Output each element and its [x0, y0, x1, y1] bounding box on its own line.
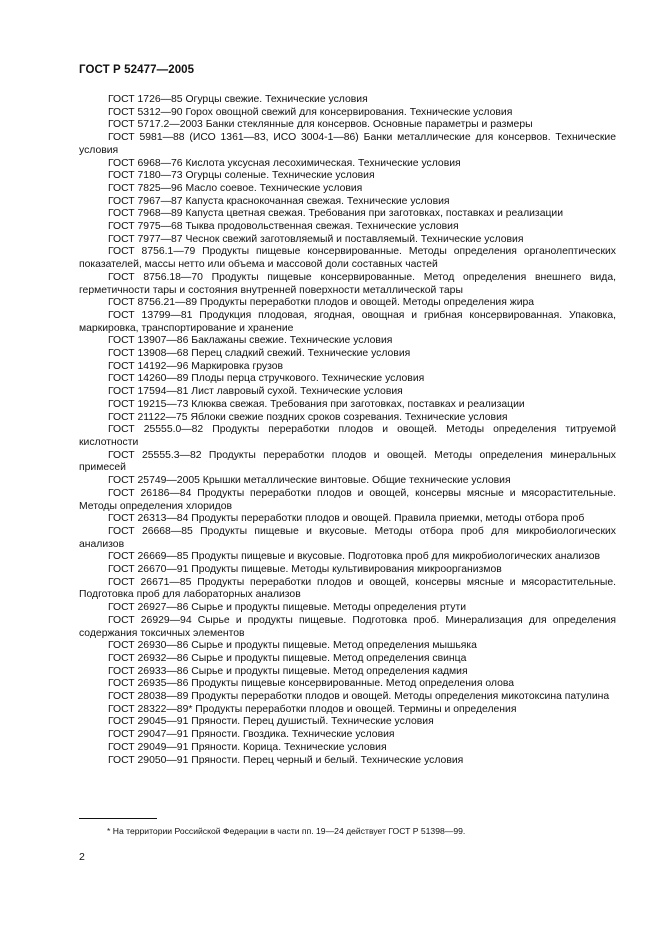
- page-header-title: ГОСТ Р 52477—2005: [79, 64, 195, 76]
- reference-item: ГОСТ 17594—81 Лист лавровый сухой. Технические условия: [108, 386, 403, 398]
- reference-item: ГОСТ 13908—68 Перец сладкий свежий. Технические условия: [108, 348, 411, 360]
- reference-item: ГОСТ 29045—91 Пряности. Перец душистый. Технические условия: [108, 716, 434, 728]
- reference-item: ГОСТ 5312—90 Горох овощной свежий для консервирования. Технические условия: [108, 106, 513, 118]
- reference-item: ГОСТ 26929—94 Сырье и продукты пищевые. Подготовка проб. Минерализация для определения содержания токсичных элементов: [79, 614, 616, 639]
- reference-item: ГОСТ 8756.18—70 Продукты пищевые консервированные. Метод определения внешнего вида, герметичности тары и состояния внутренней поверхности металлической тары: [79, 271, 616, 296]
- reference-item: ГОСТ 8756.21—89 Продукты переработки плодов и овощей. Методы определения жира: [108, 297, 535, 309]
- reference-item: ГОСТ 7977—87 Чеснок свежий заготовляемый и поставляемый. Технические условия: [108, 233, 524, 245]
- reference-item: ГОСТ 26930—86 Сырье и продукты пищевые. Метод определения мышьяка: [108, 640, 477, 652]
- reference-item: ГОСТ 29050—91 Пряности. Перец черный и белый. Технические условия: [108, 754, 464, 766]
- reference-item: ГОСТ 5981—88 (ИСО 1361—83, ИСО 3004-1—86) Банки металлические для консервов. Технические условия: [79, 132, 616, 156]
- reference-item: ГОСТ 13799—81 Продукция плодовая, ягодная, овощная и грибная консервированная. Упаковка, маркировка, транспортирование и хранение: [79, 309, 616, 334]
- reference-item: ГОСТ 7967—87 Капуста краснокочанная свежая. Технические условия: [108, 195, 450, 207]
- reference-item: ГОСТ 13907—86 Баклажаны свежие. Технические условия: [108, 335, 393, 347]
- reference-item: ГОСТ 7975—68 Тыква продовольственная свежая. Технические условия: [108, 221, 459, 233]
- reference-item: ГОСТ 26933—86 Сырье и продукты пищевые. Метод определения кадмия: [108, 665, 468, 677]
- reference-item: ГОСТ 6968—76 Кислота уксусная лесохимическая. Технические условия: [108, 157, 461, 169]
- reference-item: ГОСТ 29047—91 Пряности. Гвоздика. Технические условия: [108, 729, 395, 741]
- reference-item: ГОСТ 8756.1—79 Продукты пищевые консервированные. Методы определения органолептических показателей, массы нетто или объема и массовой доли составных частей: [79, 246, 616, 271]
- reference-item: ГОСТ 26671—85 Продукты переработки плодов и овощей, консервы мясные и мясорастительные. Подготовка проб для лабораторных анализов: [79, 576, 616, 601]
- reference-item: ГОСТ 26186—84 Продукты переработки плодов и овощей, консервы мясные и мясорастительные. Методы определения хлоридов: [79, 487, 616, 512]
- reference-item: ГОСТ 28038—89 Продукты переработки плодов и овощей. Методы определения микотоксина патулина: [108, 691, 610, 703]
- reference-item: ГОСТ 14260—89 Плоды перца стручкового. Технические условия: [108, 373, 425, 385]
- reference-item: ГОСТ 7968—89 Капуста цветная свежая. Требования при заготовках, поставках и реализации: [108, 208, 564, 220]
- reference-item: ГОСТ 19215—73 Клюква свежая. Требования при заготовках, поставках и реализации: [108, 398, 525, 410]
- reference-item: ГОСТ 28322—89* Продукты переработки плодов и овощей. Термины и определения: [108, 703, 517, 715]
- reference-item: ГОСТ 26935—86 Продукты пищевые консервированные. Метод определения олова: [108, 678, 515, 690]
- footnote: * На территории Российской Федерации в части пп. 19—24 действует ГОСТ Р 51398—99.: [107, 826, 466, 836]
- normative-references-list: [79, 94, 616, 767]
- reference-item: ГОСТ 25555.3—82 Продукты переработки плодов и овощей. Методы определения минеральных примесей: [79, 449, 616, 474]
- page-number: 2: [79, 851, 85, 863]
- reference-item: ГОСТ 25555.0—82 Продукты переработки плодов и овощей. Методы определения титруемой кислотности: [79, 424, 616, 448]
- reference-item: ГОСТ 7825—96 Масло соевое. Технические условия: [108, 182, 363, 194]
- reference-item: ГОСТ 29049—91 Пряности. Корица. Технические условия: [108, 741, 387, 753]
- reference-item: ГОСТ 5717.2—2003 Банки стеклянные для консервов. Основные параметры и размеры: [108, 119, 533, 131]
- reference-item: ГОСТ 26670—91 Продукты пищевые. Методы культивирования микроорганизмов: [108, 564, 502, 576]
- reference-item: ГОСТ 21122—75 Яблоки свежие поздних сроков созревания. Технические условия: [108, 411, 508, 423]
- reference-item: ГОСТ 1726—85 Огурцы свежие. Технические условия: [108, 94, 368, 105]
- reference-item: ГОСТ 14192—96 Маркировка грузов: [108, 360, 284, 372]
- reference-item: ГОСТ 26927—86 Сырье и продукты пищевые. Методы определения ртути: [108, 602, 467, 614]
- reference-item: ГОСТ 26668—85 Продукты пищевые и вкусовые. Методы отбора проб для микробиологических анализов: [79, 525, 616, 550]
- reference-item: ГОСТ 26313—84 Продукты переработки плодов и овощей. Правила приемки, методы отбора проб: [108, 513, 585, 525]
- footnote-separator: [79, 818, 157, 819]
- reference-item: ГОСТ 26932—86 Сырье и продукты пищевые. Метод определения свинца: [108, 652, 467, 664]
- reference-item: ГОСТ 26669—85 Продукты пищевые и вкусовые. Подготовка проб для микробиологических анализов: [108, 551, 601, 563]
- reference-item: ГОСТ 7180—73 Огурцы соленые. Технические условия: [108, 170, 375, 182]
- reference-item: ГОСТ 25749—2005 Крышки металлические винтовые. Общие технические условия: [108, 475, 511, 487]
